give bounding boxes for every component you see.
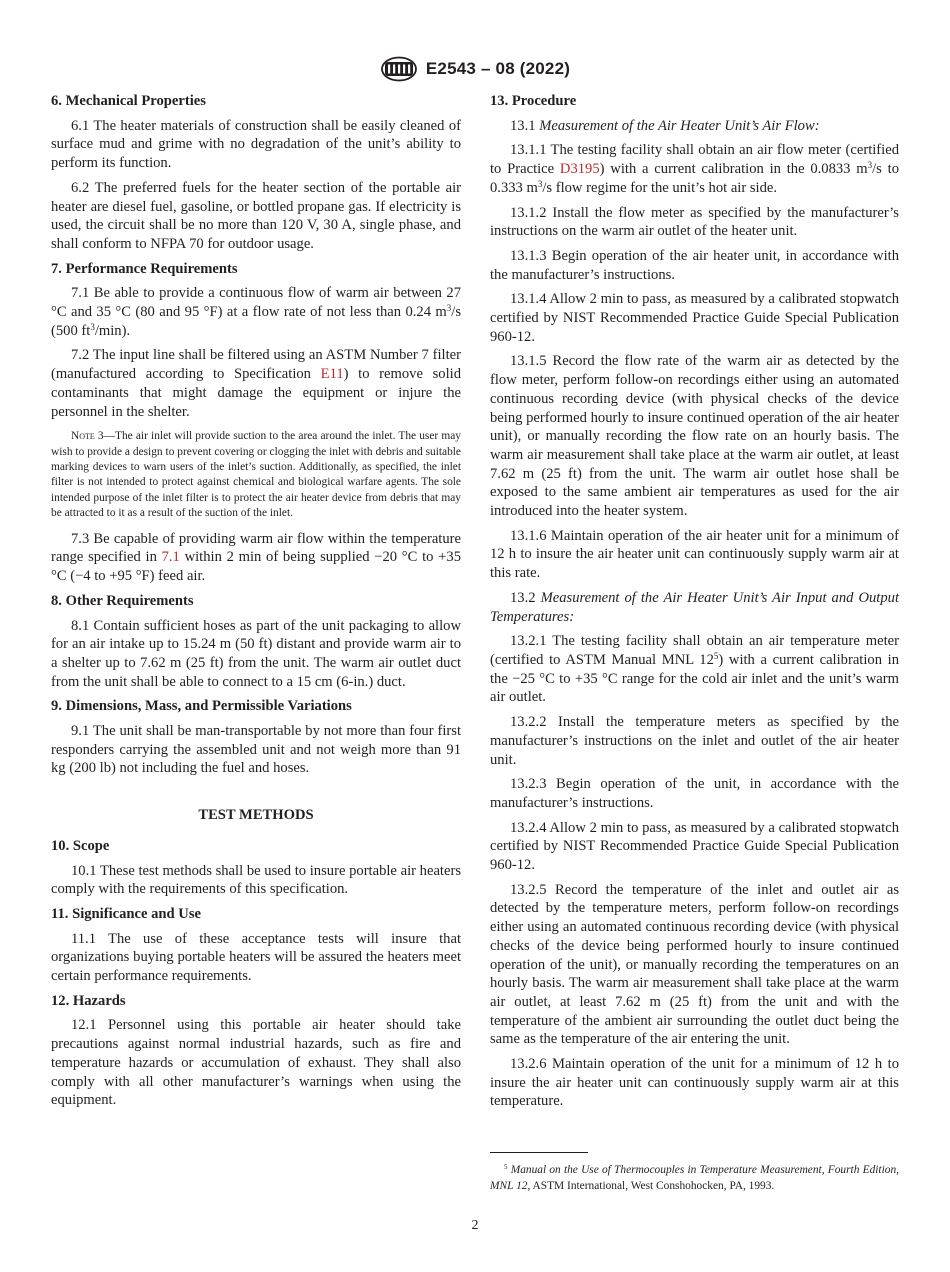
section-12-heading: 12. Hazards	[51, 992, 126, 1009]
paragraph-13-2-3: 13.2.3 Begin operation of the unit, in accordance with the manufacturer’s instructions.	[490, 776, 899, 811]
paragraph-12-1: 12.1 Personnel using this portable air heater should take precautions against normal industrial hazards, such as fire and temperature hazards or accumulation of exhaust. They shall also comply with all other manufacturer’s warnings when using the equipment.	[51, 1017, 461, 1109]
page-header	[0, 56, 950, 84]
page-number: 2	[471, 1218, 479, 1233]
section-8-heading: 8. Other Requirements	[51, 592, 194, 609]
paragraph-13-2-4: 13.2.4 Allow 2 min to pass, as measured by a calibrated stopwatch certified by NIST Recommended Practice Guide Special Publication 960-12.	[490, 819, 899, 874]
paragraph-13-2-2: 13.2.2 Install the temperature meters as specified by the manufacturer’s instructions on the inlet and outlet of the air heater unit.	[490, 714, 899, 768]
paragraph-13-1-5: 13.1.5 Record the flow rate of the warm air as detected by the flow meter, perform follow-on recordings either using an automated continuous recording device (with physical checks of the device being performed hourly to insure continued operation of the air heater unit), or manually recording the flow rate on an hourly basis. The warm air measurement shall take place at the warm air outlet, at least 7.62 m (25 ft) from the unit. The warm air outlet hose shall be exposed to the same ambient air temperatures as used for the air introduced into the heater system.	[490, 353, 899, 520]
paragraph-7-3: 7.3 Be capable of providing warm air flow within the temperature range specified in 7.1 within 2 min of being supplied −20 °C to +35 °C (−4 to +95 °F) feed air.	[51, 530, 461, 585]
section-7-heading: 7. Performance Requirements	[51, 260, 238, 277]
paragraph-13-1-2: 13.1.2 Install the flow meter as specified by the manufacturer’s instructions on the warm air outlet of the heater unit.	[490, 204, 899, 240]
left-column	[51, 92, 461, 1110]
section-7-1-link[interactable]: 7.1	[161, 549, 180, 566]
paragraph-6-2: 6.2 The preferred fuels for the heater section of the portable air heater are diesel fuel, gasoline, or bottled propane gas. If electricity is used, the circuit shall be no more than 120 V, 30 A, single phase, and shall conform to NFPA 70 for outdoor usage.	[51, 179, 461, 252]
footnote-5: $^5$ Manual on the Use of Thermocouples in Temperature Measurement, Fourth Edition, MNL 12, ASTM International, West Conshohocken, PA, 1993.	[490, 1163, 899, 1192]
paragraph-9-1: 9.1 The unit shall be man-transportable by not more than four first responders carrying the assembled unit and not weigh more than 91 kg (200 lb) not including the fuel and hoses.	[51, 723, 461, 777]
section-13-heading: 13. Procedure	[490, 93, 577, 109]
paragraph-7-1: 7.1 Be able to provide a continuous flow of warm air between 27 °C and 35 °C (80 and 95 °F) at a flow rate of not less than 0.24 $m^3/s$ (500 $ft^3/\min$).	[51, 285, 461, 339]
spec-e11-link[interactable]: E11	[320, 366, 344, 383]
practice-d3195-link[interactable]: D3195	[559, 161, 600, 178]
paragraph-13-2-6: 13.2.6 Maintain operation of the unit for a minimum of 12 h to insure the air heater unit can continuously supply warm air at this temperature.	[490, 1056, 899, 1110]
paragraph-13-1-1: 13.1.1 The testing facility shall obtain an air flow meter (certified to Practice D3195) with a current calibration in the 0.0833 $m^3/s$ to 0.333 $m^3/s$ flow regime for the unit’s hot air side.	[490, 142, 899, 196]
paragraph-7-2: 7.2 The input line shall be filtered using an ASTM Number 7 filter (manufactured according to Specification E11) to remove solid contaminants that might damage the equipment or injure the personnel in the shelter.	[51, 347, 461, 420]
paragraph-13-1-6: 13.1.6 Maintain operation of the air heater unit for a minimum of 12 h to insure the air heater unit can continuously supply warm air at this rate.	[490, 527, 899, 582]
footnote-divider	[490, 1152, 588, 1153]
standard-designation: E2543 – 08 (2022)	[425, 59, 571, 78]
section-11-heading: 11. Significance and Use	[51, 905, 202, 922]
paragraph-11-1: 11.1 The use of these acceptance tests will insure that organizations buying portable heaters will be assured the heaters meet certain performance requirements.	[51, 930, 461, 985]
paragraph-13-1-3: 13.1.3 Begin operation of the air heater unit, in accordance with the manufacturer’s instructions.	[490, 247, 899, 283]
section-9-heading: 9. Dimensions, Mass, and Permissible Variations	[51, 698, 352, 715]
paragraph-6-1: 6.1 The heater materials of construction shall be easily cleaned of surface mud and grime with no degradation of the unit’s ability to perform its function.	[51, 117, 461, 172]
paragraph-10-1: 10.1 These test methods shall be used to insure portable air heaters comply with the requirements of this specification.	[51, 862, 461, 898]
section-6-heading: 6. Mechanical Properties	[51, 93, 206, 109]
paragraph-8-1: 8.1 Contain sufficient hoses as part of the unit packaging to allow for an air intake up to 15.24 m (50 ft) distant and provide warm air to a shelter up to 7.62 m (25 ft) from the unit. The warm air outlet duct from the unit shall be able to connect to a 15 cm (6-in.) duct.	[51, 617, 461, 690]
paragraph-13-2-5: 13.2.5 Record the temperature of the inlet and outlet air as detected by the temperature meters, perform follow-on recordings either using an automated continuous recording device (with physical checks of the device being performed hourly to insure continued operation of the unit), or manually recording the temperatures on an hourly basis. The warm air measurement shall take place at the warm air outlet, at least 7.62 m (25 ft) from the unit and with the temperature of the ambient air surrounding the outlet duct being the same as the temperature of the air entering the unit.	[490, 881, 899, 1048]
paragraph-13-1: 13.1 Measurement of the Air Heater Unit’s Air Flow:	[510, 117, 820, 134]
paragraph-13-2-1: 13.2.1 The testing facility shall obtain an air temperature meter (certified to ASTM Manual MNL $12^5$) with a current calibration in the −25 °C to +35 °C range for the cold air inlet and the unit’s warm air outlet.	[490, 633, 899, 706]
section-10-heading: 10. Scope	[51, 837, 110, 854]
paragraph-13-2: 13.2 Measurement of the Air Heater Unit’s Air Input and Output Temperatures:	[490, 589, 900, 625]
note-3: Note 3—The air inlet will provide suction to the area around the inlet. The user may wish to provide a design to prevent covering or clogging the inlet with debris and suitable marking devices to warn users of the inlet’s suction. Additionally, as specified, the inlet filter is not intended to protect against chemical and biological warfare agents. The sole intended purpose of the inlet filter is to protect the air heater device from debris that may be attracted to it as a result of the suction of the inlet.	[51, 430, 461, 520]
test-methods-heading: TEST METHODS	[198, 807, 314, 824]
astm-logo-icon	[380, 56, 418, 82]
right-column	[490, 92, 899, 1111]
paragraph-13-1-4: 13.1.4 Allow 2 min to pass, as measured by a calibrated stopwatch certified by NIST Recommended Practice Guide Special Publication 960-12.	[490, 291, 899, 345]
